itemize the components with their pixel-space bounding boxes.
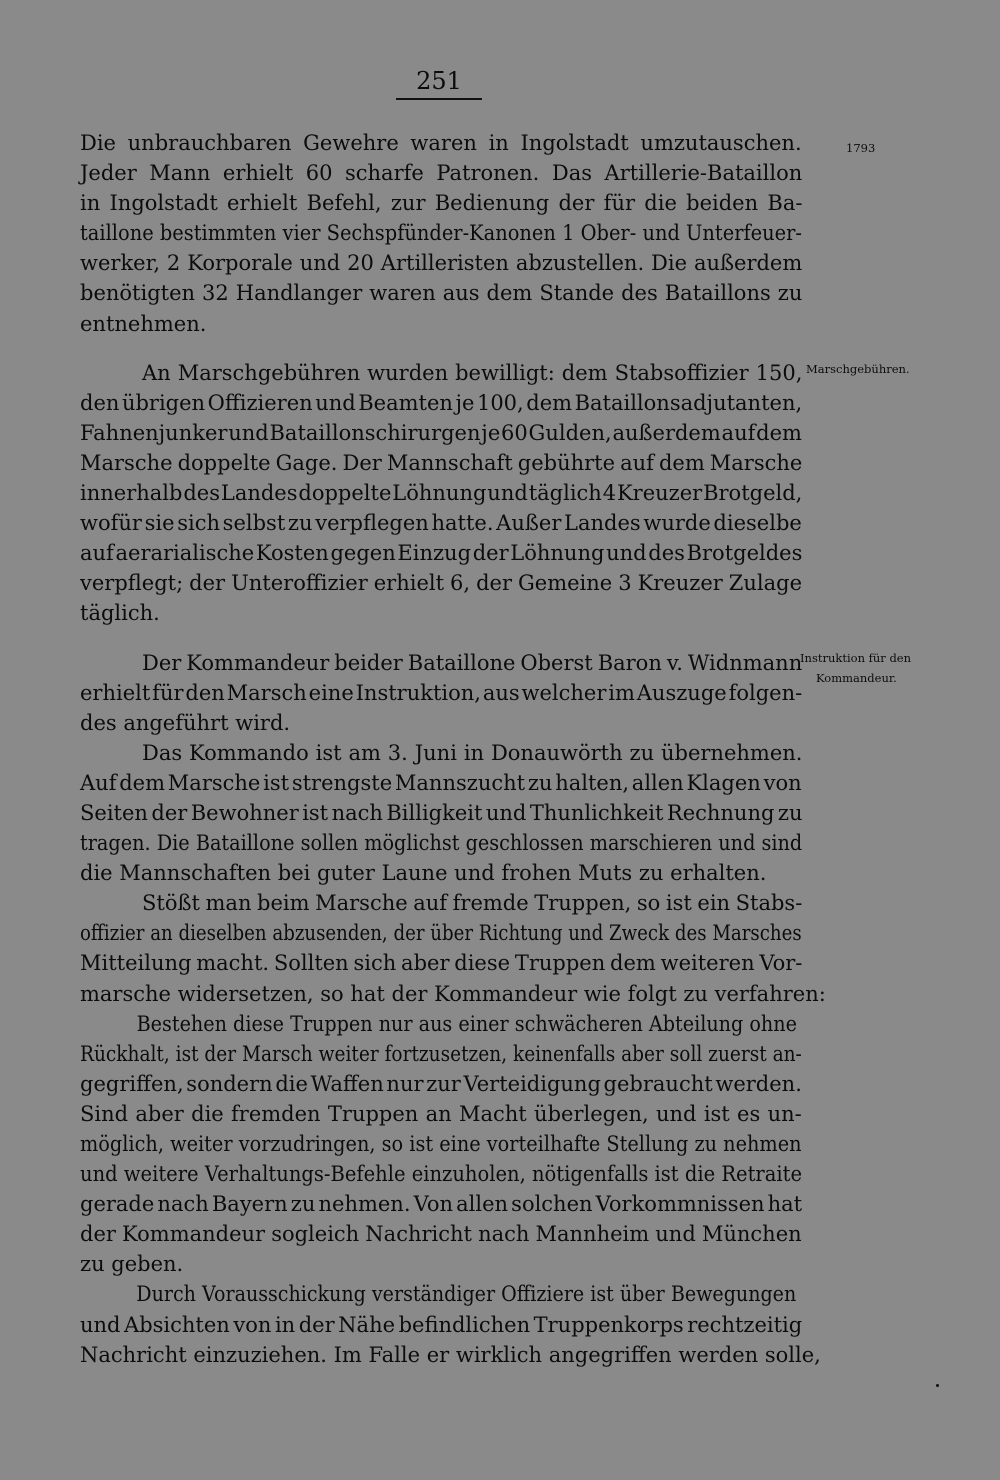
text-line: verpflegt; der Unteroffizier erhielt 6, der Gemeine 3 Kreuzer Zulage [80, 571, 803, 596]
text-line: wofür sie sich selbst zu verpflegen hatte. Außer Landes wurde dieselbe [80, 511, 802, 536]
text-line: Bestehen diese Truppen nur aus einer schwächeren Abteilung ohne [136, 1011, 797, 1036]
text-line: offizier an dieselben abzusenden, der über Richtung und Zweck des Marsches [80, 921, 802, 946]
text-line: auf aerarialische Kosten gegen Einzug der Löhnung und des Brotgeldes [80, 541, 803, 566]
text-line: zu geben. [80, 1252, 184, 1277]
text-line: marsche widersetzen, so hat der Kommandeur wie folgt zu verfahren: [80, 981, 826, 1006]
margin-note-year: 1793 [846, 141, 876, 155]
body-text [80, 128, 826, 1370]
text-line: Jeder Mann erhielt 60 scharfe Patronen. Das Artillerie-Bataillon [80, 161, 803, 186]
margin-note-march-fees: Marschgebühren. [806, 362, 910, 376]
text-line: Das Kommando ist am 3. Juni in Donauwörth zu übernehmen. [142, 740, 803, 765]
text-line: innerhalb des Landes doppelte Löhnung und täglich 4 Kreuzer Brotgeld, [80, 481, 803, 506]
text-line: Nachricht einzuziehen. Im Falle er wirklich angegriffen werden solle, [80, 1342, 821, 1367]
text-line: Die unbrauchbaren Gewehre waren in Ingolstadt umzutauschen. [80, 131, 802, 155]
text-line: Seiten der Bewohner ist nach Billigkeit und Thunlichkeit Rechnung zu [80, 800, 803, 825]
text-line: möglich, weiter vorzudringen, so ist eine vorteilhafte Stellung zu nehmen [80, 1132, 802, 1156]
text-line: Der Kommandeur beider Bataillone Oberst Baron v. Widnmann [142, 650, 803, 675]
header-rule [396, 98, 482, 100]
text-line: und weitere Verhaltungs-Befehle einzuholen, nötigenfalls ist die Retraite [80, 1162, 802, 1187]
text-line: erhielt für den Marsch eine Instruktion, aus welcher im Auszuge folgen- [80, 680, 803, 705]
text-line: gegriffen, sondern die Waffen nur zur Verteidigung gebraucht werden. [80, 1071, 802, 1096]
text-line: tragen. Die Bataillone sollen möglichst geschlossen marschieren und sind [80, 831, 803, 856]
text-line: Sind aber die fremden Truppen an Macht überlegen, und ist es un- [80, 1101, 802, 1126]
margin-note-instruction: Instruktion für den [800, 651, 912, 665]
text-line: werker, 2 Korporale und 20 Artilleristen abzustellen. Die außerdem [80, 251, 803, 276]
text-line: gerade nach Bayern zu nehmen. Von allen solchen Vorkommnissen hat [80, 1192, 803, 1217]
paragraph-gap [80, 339, 802, 358]
text-line: die Mannschaften bei guter Laune und frohen Muts zu erhalten. [80, 861, 767, 886]
text-line: Fahnenjunker und Bataillonschirurgen je 60 Gulden, außerdem auf dem [80, 420, 802, 445]
text-line: An Marschgebühren wurden bewilligt: dem Stabsoffizier 150, [142, 360, 803, 385]
text-line: den übrigen Offizieren und Beamten je 100, dem Bataillonsadjutanten, [80, 390, 803, 415]
margin-note-instruction-cont: Kommandeur. [816, 671, 897, 685]
text-line: Auf dem Marsche ist strengste Mannszucht zu halten, allen Klagen von [80, 770, 802, 795]
print-speck [936, 1384, 939, 1387]
text-line: entnehmen. [80, 311, 207, 336]
text-line: des angeführt wird. [80, 710, 291, 735]
text-line: Stößt man beim Marsche auf fremde Truppen, so ist ein Stabs- [142, 891, 803, 916]
text-line: und Absichten von in der Nähe befindlichen Truppenkorps rechtzeitig [80, 1312, 803, 1337]
text-line: taillone bestimmten vier Sechspfünder-Kanonen 1 Ober- und Unterfeuer- [80, 221, 802, 246]
text-line: der Kommandeur sogleich Nachricht nach Mannheim und München [80, 1222, 802, 1247]
text-line: benötigten 32 Handlanger waren aus dem Stande des Bataillons zu [80, 281, 803, 306]
page-number: 251 [416, 67, 462, 95]
text-line: Marsche doppelte Gage. Der Mannschaft gebührte auf dem Marsche [80, 450, 803, 475]
text-line: täglich. [80, 601, 160, 626]
text-line: Rückhalt, ist der Marsch weiter fortzusetzen, keinenfalls aber soll zuerst an- [80, 1041, 802, 1066]
text-line: Durch Vorausschickung verständiger Offiziere ist über Bewegungen [136, 1282, 797, 1307]
text-line: Mitteilung macht. Sollten sich aber diese Truppen dem weiteren Vor- [80, 951, 803, 976]
text-line: in Ingolstadt erhielt Befehl, zur Bedienung der für die beiden Ba- [80, 191, 803, 216]
paragraph-gap [80, 629, 802, 648]
